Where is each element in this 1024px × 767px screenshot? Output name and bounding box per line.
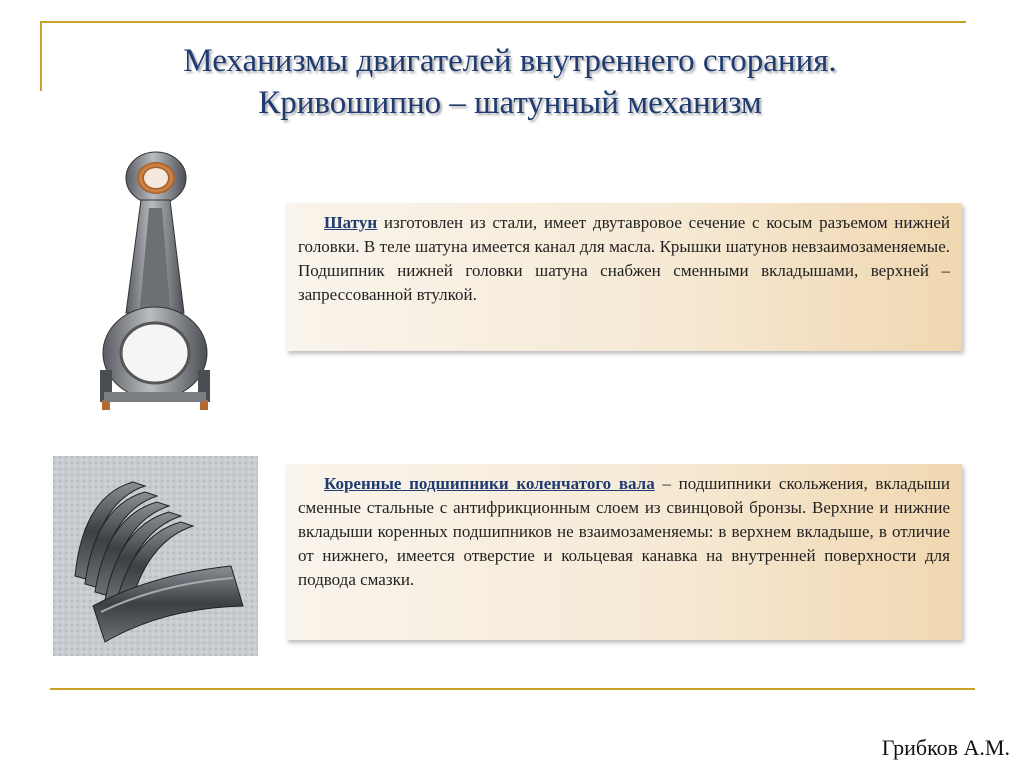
panel-connecting-rod-text: изготовлен из стали, имеет двутавровое сечение с косым разъемом нижней головки. В теле шатуна имеется канал для масла. Крышки шатунов невзаимозаменяемые. Подшипник нижней головки шатуна снабжен сменными вкладышами, верхней – запрессованной втулкой. <box>298 213 950 304</box>
author-name: Грибков А.М. <box>881 735 1010 760</box>
slide-title <box>60 40 960 124</box>
title-line-1: Механизмы двигателей внутреннего сгорания. <box>183 43 837 79</box>
panel-main-bearings <box>286 464 962 640</box>
term-connecting-rod: Шатун <box>324 213 378 232</box>
frame-line-left <box>40 21 42 91</box>
frame-line-bottom <box>50 688 975 690</box>
title-line-2: Кривошипно – шатунный механизм <box>258 85 762 121</box>
panel-main-bearings-text: – подшипники скольжения, вкладыши сменные стальные с антифрикционным слоем из свинцовой бронзы. Верхние и нижние вкладыши коренных подшипников не взаимозаменяемы: в верхнем вкладыше, в отличие от нижнего, имеется отверстие и кольцевая канавка на внутренней поверхности для подвода смазки. <box>298 474 950 589</box>
bearing-shells-image <box>53 456 258 656</box>
term-main-bearings: Коренные подшипники коленчатого вала <box>324 474 655 493</box>
connecting-rod-image <box>96 148 214 416</box>
frame-line-top <box>40 21 966 23</box>
panel-connecting-rod <box>286 203 962 351</box>
